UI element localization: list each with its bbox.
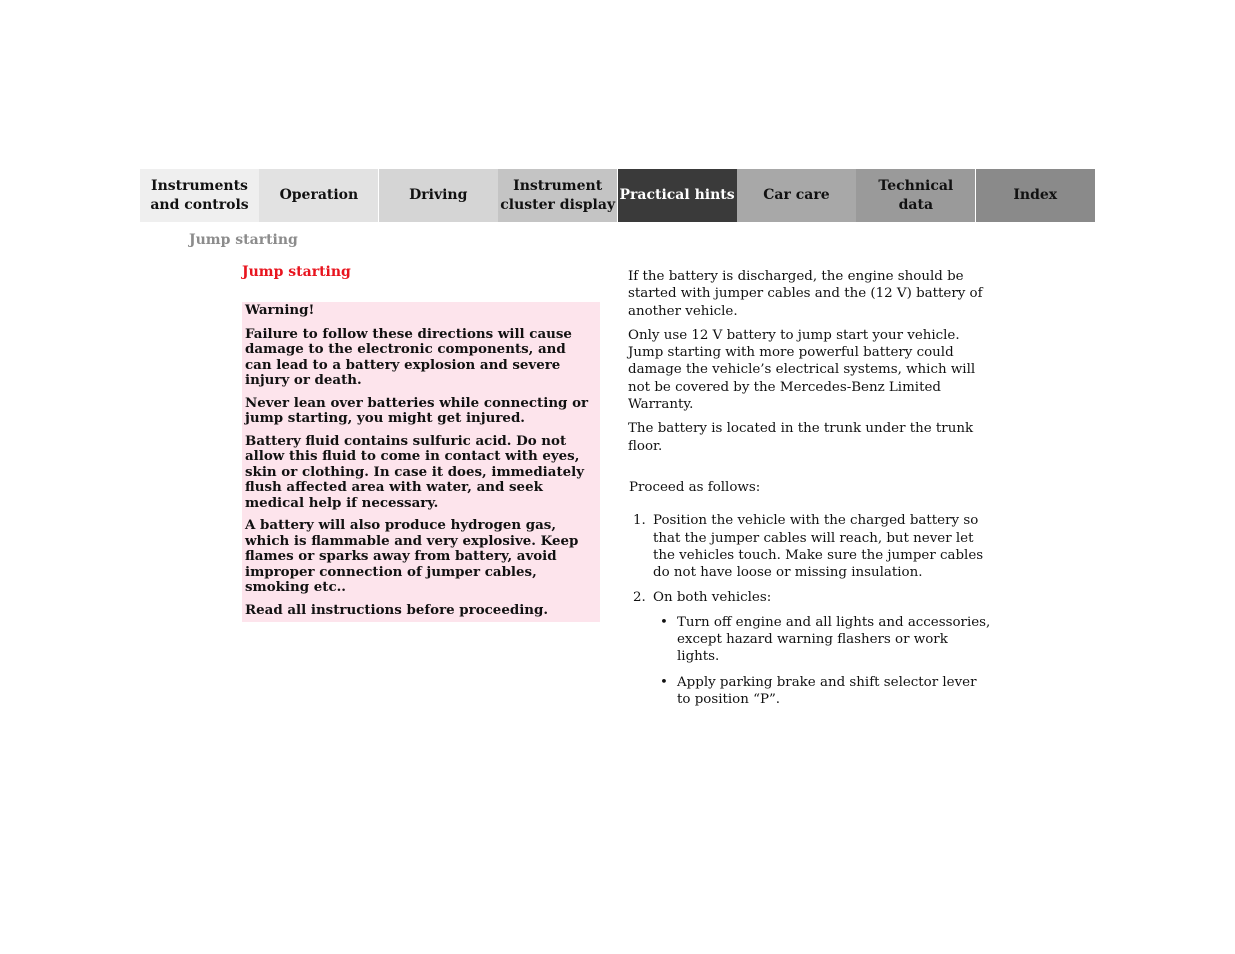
page-title: Jump starting (242, 264, 351, 280)
tab-index[interactable]: Index (976, 169, 1095, 222)
tab-operation[interactable]: Operation (259, 169, 378, 222)
bullet-list (653, 614, 993, 708)
list-item (653, 674, 993, 709)
tab-instruments-and-controls[interactable]: Instruments and controls (140, 169, 259, 222)
body-paragraph: If the battery is discharged, the engine should be started with jumper cables and the (12 V) battery of another vehicle. (628, 269, 983, 319)
chapter-tab-bar (140, 169, 1095, 222)
bullet-icon: • (660, 674, 668, 690)
list-item (628, 512, 993, 581)
bullet-text: Turn off engine and all lights and accessories, except hazard warning flashers or work lights. (677, 614, 991, 665)
left-column (242, 262, 600, 622)
tab-car-care[interactable]: Car care (737, 169, 856, 222)
warning-title: Warning! (245, 302, 315, 318)
warning-paragraph: Read all instructions before proceeding. (245, 601, 549, 618)
warning-paragraph: A battery will also produce hydrogen gas, which is flammable and very explosive. Keep flames or sparks away from battery, avoid improper connection of jumper cables, smoking etc.. (245, 517, 579, 595)
right-column (628, 268, 993, 716)
steps-list (628, 512, 993, 708)
list-item (628, 589, 993, 708)
body-paragraph: The battery is located in the trunk under the trunk floor. (628, 421, 974, 454)
body-paragraph: Only use 12 V battery to jump start your vehicle. Jump starting with more powerful battery could damage the vehicle’s electrical systems, which will not be covered by the Mercedes-Benz Limited Warranty. (628, 327, 976, 413)
proceed-label: Proceed as follows: (629, 479, 761, 495)
tab-driving[interactable]: Driving (379, 169, 498, 222)
warning-box (242, 302, 600, 622)
tab-practical-hints[interactable]: Practical hints (618, 169, 737, 222)
step-number: 2. (633, 590, 646, 606)
list-item (653, 614, 993, 666)
warning-paragraph: Failure to follow these directions will cause damage to the electronic components, and can lead to a battery explosion and severe injury or death. (245, 325, 572, 388)
section-header: Jump starting (189, 232, 298, 248)
tab-technical-data[interactable]: Technical data (856, 169, 975, 222)
bullet-text: Apply parking brake and shift selector lever to position “P”. (677, 674, 977, 707)
warning-paragraph: Battery fluid contains sulfuric acid. Do not allow this fluid to come in contact with eyes, skin or clothing. In case it does, immediately flush affected area with water, and seek medical help if necessary. (245, 432, 585, 511)
tab-instrument-cluster-display[interactable]: Instrument cluster display (498, 169, 617, 222)
bullet-icon: • (660, 614, 668, 630)
step-text: On both vehicles: (653, 590, 772, 606)
step-number: 1. (633, 513, 646, 529)
step-text: Position the vehicle with the charged battery so that the jumper cables will reach, but never let the vehicles touch. Make sure the jumper cables do not have loose or missing insulation. (653, 513, 984, 581)
warning-paragraph: Never lean over batteries while connecting or jump starting, you might get injured. (245, 394, 589, 426)
